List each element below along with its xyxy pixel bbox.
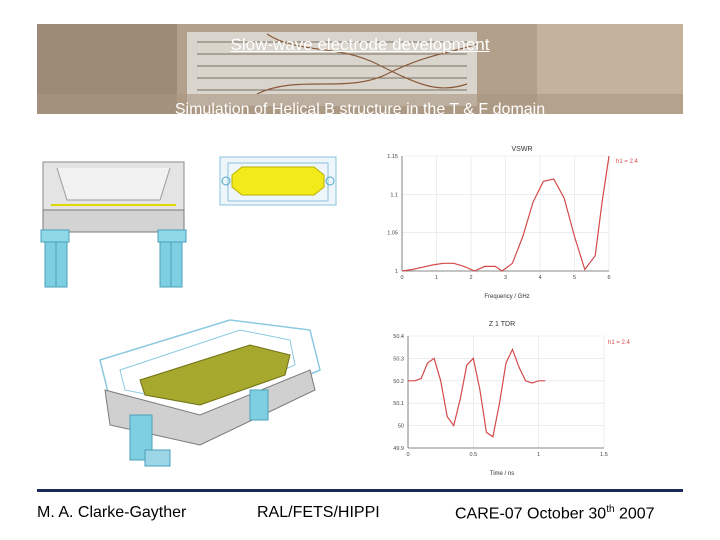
tdr-xlabel: Time / ns [489,471,515,477]
vswr-grid [402,156,609,271]
footer-author: M. A. Clarke-Gayther [37,504,187,521]
vswr-xtick-label: 0 [400,275,404,281]
tdr-xtick-label: 1.5 [600,452,608,458]
footer-rule [37,489,683,492]
vswr-legend: h1 = 2.4 [616,159,638,165]
vswr-xtick-label: 6 [607,275,611,281]
slide-title: Slow-wave electrode development [230,35,490,54]
tdr-ytick-label: 50 [397,423,404,430]
tdr-xtick-label: 0.5 [469,452,478,458]
tdr-ytick-label: 50.2 [393,378,404,385]
slide-subtitle: Simulation of Helical B structure in the T & F domain [174,101,546,118]
footer-event [455,504,655,523]
tdr-chart [372,318,632,480]
tdr-ytick-label: 49.9 [393,446,404,452]
vswr-chart [372,143,638,305]
footer-event-year: 2007 [614,505,655,523]
tdr-legend: h1 = 2.4 [608,340,630,346]
vswr-xtick-label: 5 [572,275,577,281]
electrode-front-view [37,160,190,290]
tdr-ytick-label: 50.3 [393,356,404,363]
tdr-ytick-label: 50.1 [393,401,404,408]
electrode-3d-model [90,310,340,470]
footer-event-prefix: CARE-07 October 30 [455,505,607,523]
vswr-xtick-label: 3 [503,275,508,281]
footer-org: RAL/FETS/HIPPI [257,504,380,521]
tdr-series-line [408,349,545,436]
vswr-ytick-label: 1.1 [390,192,398,199]
vswr-xtick-label: 1 [434,275,439,281]
vswr-xtick-label: 4 [538,275,542,281]
vswr-axes [387,154,610,281]
footer-event-sup: th [606,504,615,515]
vswr-title: VSWR [511,146,533,153]
tdr-xtick-label: 0 [406,452,410,458]
tdr-title: Z 1 TDR [488,321,516,328]
tdr-ytick-label: 50.4 [393,334,404,340]
vswr-xlabel: Frequency / GHz [484,294,530,300]
electrode-cross-section [218,155,338,207]
tdr-xtick-label: 1 [537,452,541,458]
vswr-xtick-label: 2 [469,275,473,281]
vswr-ytick-label: 1.15 [387,154,398,160]
vswr-ytick-label: 1.05 [387,230,398,237]
tdr-grid [408,336,604,448]
vswr-ytick-label: 1 [394,269,398,275]
